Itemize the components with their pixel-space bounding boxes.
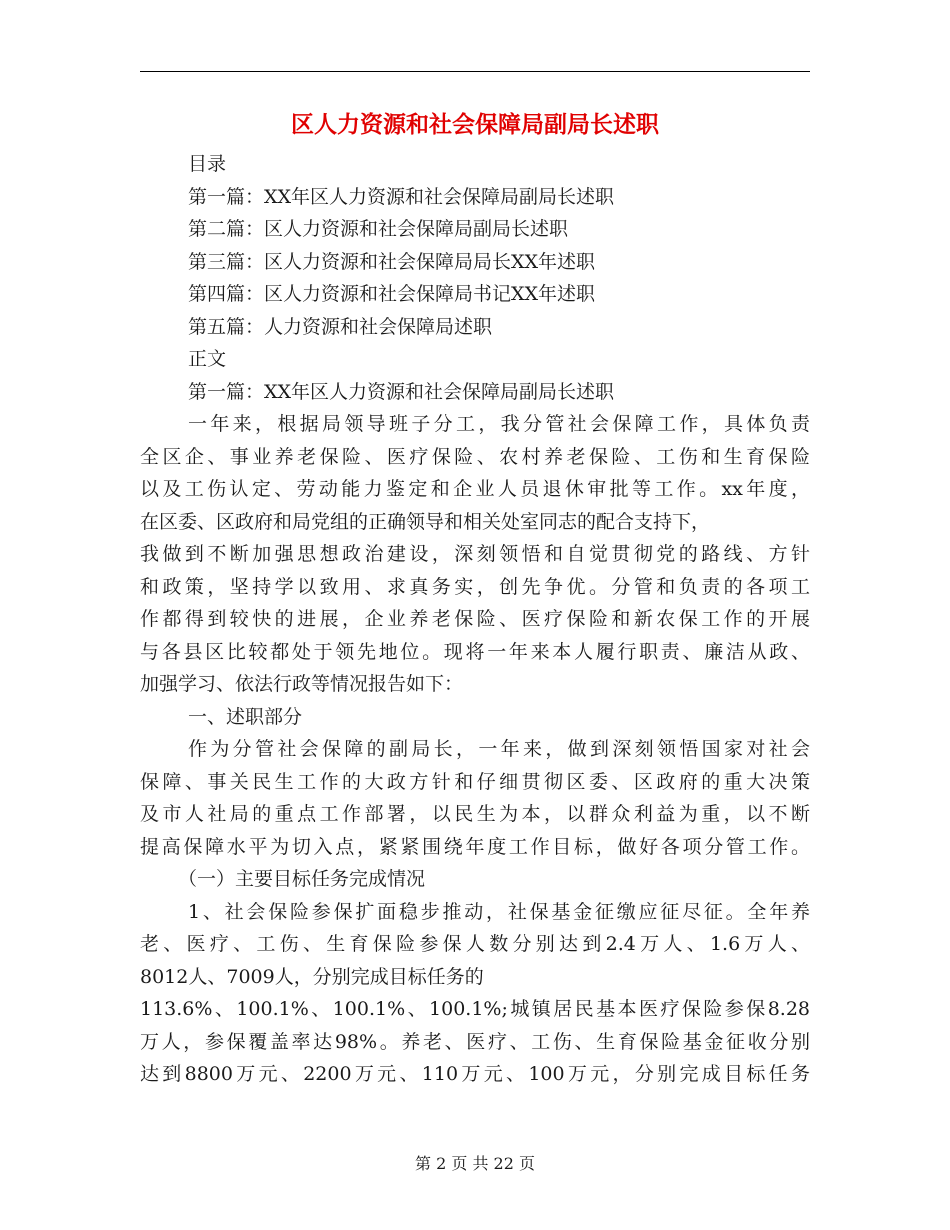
body-line: 正文 — [188, 348, 227, 370]
body-line: 和政策，坚持学以致用、求真务实，创先争优。分管和负责的各项工 — [140, 575, 810, 598]
body-line: 第五篇：人力资源和社会保障局述职 — [188, 315, 493, 338]
body-line: 我做到不断加强思想政治建设，深刻领悟和自觉贯彻党的路线、方针 — [140, 543, 810, 565]
body-line: 老、医疗、工伤、生育保险参保人数分别达到2.4万人、1.6万人、 — [140, 933, 810, 955]
body-line: 目录 — [188, 153, 227, 175]
page-footer: 第 2 页 共 22 页 — [415, 1154, 535, 1173]
document-title: 区人力资源和社会保障局副局长述职 — [291, 111, 659, 138]
body-line: 第四篇：区人力资源和社会保障局书记XX年述职 — [188, 283, 596, 305]
body-line: 第一篇：XX年区人力资源和社会保障局副局长述职 — [188, 185, 615, 208]
body-line: 提高保障水平为切入点，紧紧围绕年度工作目标，做好各项分管工作。 — [140, 835, 810, 858]
body-line: 第一篇：XX年区人力资源和社会保障局副局长述职 — [188, 380, 615, 403]
body-line: （一）主要目标任务完成情况 — [178, 868, 426, 890]
body-line: 在区委、区政府和局党组的正确领导和相关处室同志的配合支持下， — [140, 510, 711, 533]
body-line: 8012人、7009人，分别完成目标任务的 — [140, 965, 484, 988]
body-line: 作都得到较快的进展，企业养老保险、医疗保险和新农保工作的开展 — [140, 608, 810, 630]
body-line: 作为分管社会保障的副局长，一年来，做到深刻领悟国家对社会 — [188, 738, 810, 760]
body-line: 全区企、事业养老保险、医疗保险、农村养老保险、工伤和生育保险 — [140, 445, 810, 468]
body-line: 与各县区比较都处于领先地位。现将一年来本人履行职责、廉洁从政、 — [140, 640, 810, 663]
body-line: 一、述职部分 — [188, 705, 303, 728]
body-line: 1、社会保险参保扩面稳步推动，社保基金征缴应征尽征。全年养 — [188, 900, 810, 923]
body-line: 及市人社局的重点工作部署，以民生为本，以群众利益为重，以不断 — [140, 803, 810, 825]
body-line: 第二篇：区人力资源和社会保障局副局长述职 — [188, 218, 569, 240]
body-line: 加强学习、依法行政等情况报告如下： — [140, 673, 464, 695]
body-line: 达到8800万元、2200万元、110万元、100万元，分别完成目标任务 — [140, 1063, 810, 1085]
body-line: 113.6%、100.1%、100.1%、100.1%;城镇居民基本医疗保险参保8.28 — [140, 998, 810, 1020]
body-line: 一年来，根据局领导班子分工，我分管社会保障工作，具体负责 — [188, 413, 810, 435]
body-line: 保障、事关民生工作的大政方针和仔细贯彻区委、区政府的重大决策 — [140, 770, 810, 793]
body-line: 以及工伤认定、劳动能力鉴定和企业人员退休审批等工作。xx年度， — [140, 478, 810, 500]
body-line: 万人，参保覆盖率达98%。养老、医疗、工伤、生育保险基金征收分别 — [140, 1030, 810, 1053]
body-line: 第三篇：区人力资源和社会保障局局长XX年述职 — [188, 250, 596, 273]
document-body — [140, 148, 810, 1091]
header-rule — [140, 71, 810, 72]
